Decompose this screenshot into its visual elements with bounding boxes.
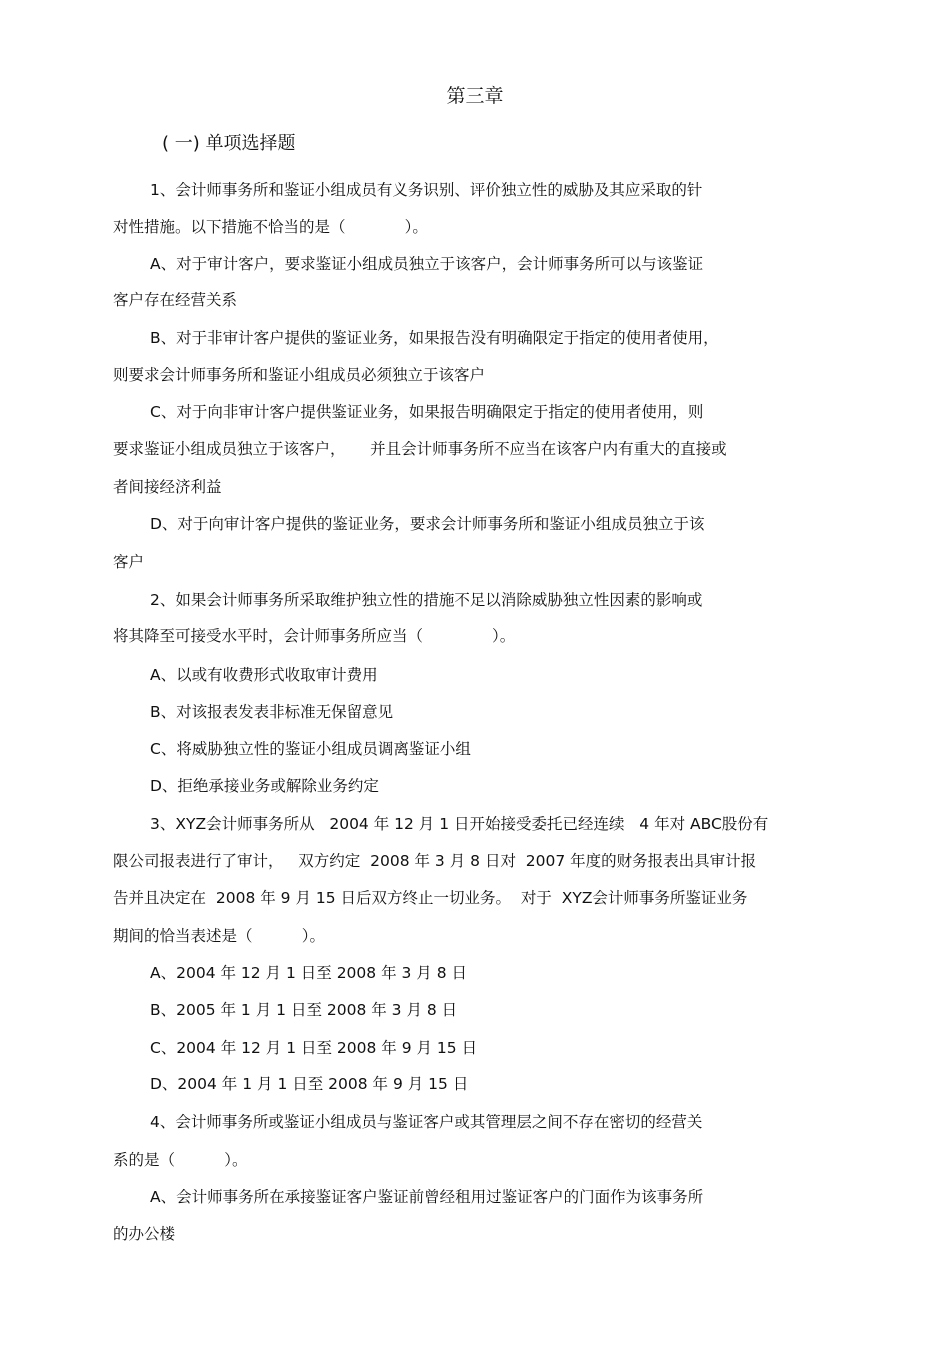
question-1-stem-line-2: 对性措施。以下措施不恰当的是（ ）。 (113, 218, 428, 236)
question-1-option-d-line-2: 客户 (113, 553, 145, 571)
question-3-stem-line-2: 限公司报表进行了审计， 双方约定 2008 年 3 月 8 日对 2007 年度的财务报表出具审计报 (113, 852, 757, 870)
question-4-stem-line-2: 系的是（ ）。 (113, 1151, 248, 1169)
question-1-option-a-line-1: A、对于审计客户，要求鉴证小组成员独立于该客户，会计师事务所可以与该鉴证 (150, 255, 704, 273)
question-2-option-a: A、以或有收费形式收取审计费用 (150, 666, 378, 684)
question-1-stem-line-1: 1、会计师事务所和鉴证小组成员有义务识别、评价独立性的威胁及其应采取的针 (150, 181, 703, 199)
question-1-option-c-line-3: 者间接经济利益 (113, 478, 222, 496)
question-3-option-c: C、2004 年 12 月 1 日至 2008 年 9 月 15 日 (150, 1039, 478, 1057)
chapter-title: 第三章 (446, 85, 504, 107)
section-title: ( 一) 单项选择题 (162, 133, 296, 154)
question-2-option-d: D、拒绝承接业务或解除业务约定 (150, 777, 379, 795)
question-1-option-c-line-2: 要求鉴证小组成员独立于该客户， 并且会计师事务所不应当在该客户内有重大的直接或 (113, 440, 727, 458)
question-1-option-b-line-2: 则要求会计师事务所和鉴证小组成员必须独立于该客户 (113, 366, 486, 384)
question-2-stem-line-2: 将其降至可接受水平时，会计师事务所应当（ ）。 (113, 627, 516, 645)
question-3-option-b: B、2005 年 1 月 1 日至 2008 年 3 月 8 日 (150, 1001, 458, 1019)
question-4-stem-line-1: 4、会计师事务所或鉴证小组成员与鉴证客户或其管理层之间不存在密切的经营关 (150, 1113, 703, 1131)
question-3-option-a: A、2004 年 12 月 1 日至 2008 年 3 月 8 日 (150, 964, 468, 982)
question-1-option-a-line-2: 客户存在经营关系 (113, 291, 238, 309)
question-2-stem-line-1: 2、如果会计师事务所采取维护独立性的措施不足以消除威胁独立性因素的影响或 (150, 591, 703, 609)
question-3-stem-line-1: 3、XYZ会计师事务所从 2004 年 12 月 1 日开始接受委托已经连续 4 年对 ABC股份有 (150, 815, 769, 833)
question-3-stem-line-4: 期间的恰当表述是（ ）。 (113, 927, 326, 945)
question-1-option-d-line-1: D、对于向审计客户提供的鉴证业务，要求会计师事务所和鉴证小组成员独立于该 (150, 515, 705, 533)
question-3-stem-line-3: 告并且决定在 2008 年 9 月 15 日后双方终止一切业务。 对于 XYZ会计师事务所鉴证业务 (113, 889, 748, 907)
question-1-option-b-line-1: B、对于非审计客户提供的鉴证业务，如果报告没有明确限定于指定的使用者使用， (150, 329, 719, 347)
question-1-option-c-line-1: C、对于向非审计客户提供鉴证业务，如果报告明确限定于指定的使用者使用，则 (150, 403, 704, 421)
question-2-option-b: B、对该报表发表非标准无保留意见 (150, 703, 394, 721)
question-2-option-c: C、将威胁独立性的鉴证小组成员调离鉴证小组 (150, 740, 471, 758)
question-3-option-d: D、2004 年 1 月 1 日至 2008 年 9 月 15 日 (150, 1075, 469, 1093)
question-4-option-a-line-2: 的办公楼 (113, 1225, 176, 1243)
question-4-option-a-line-1: A、会计师事务所在承接鉴证客户鉴证前曾经租用过鉴证客户的门面作为该事务所 (150, 1188, 704, 1206)
